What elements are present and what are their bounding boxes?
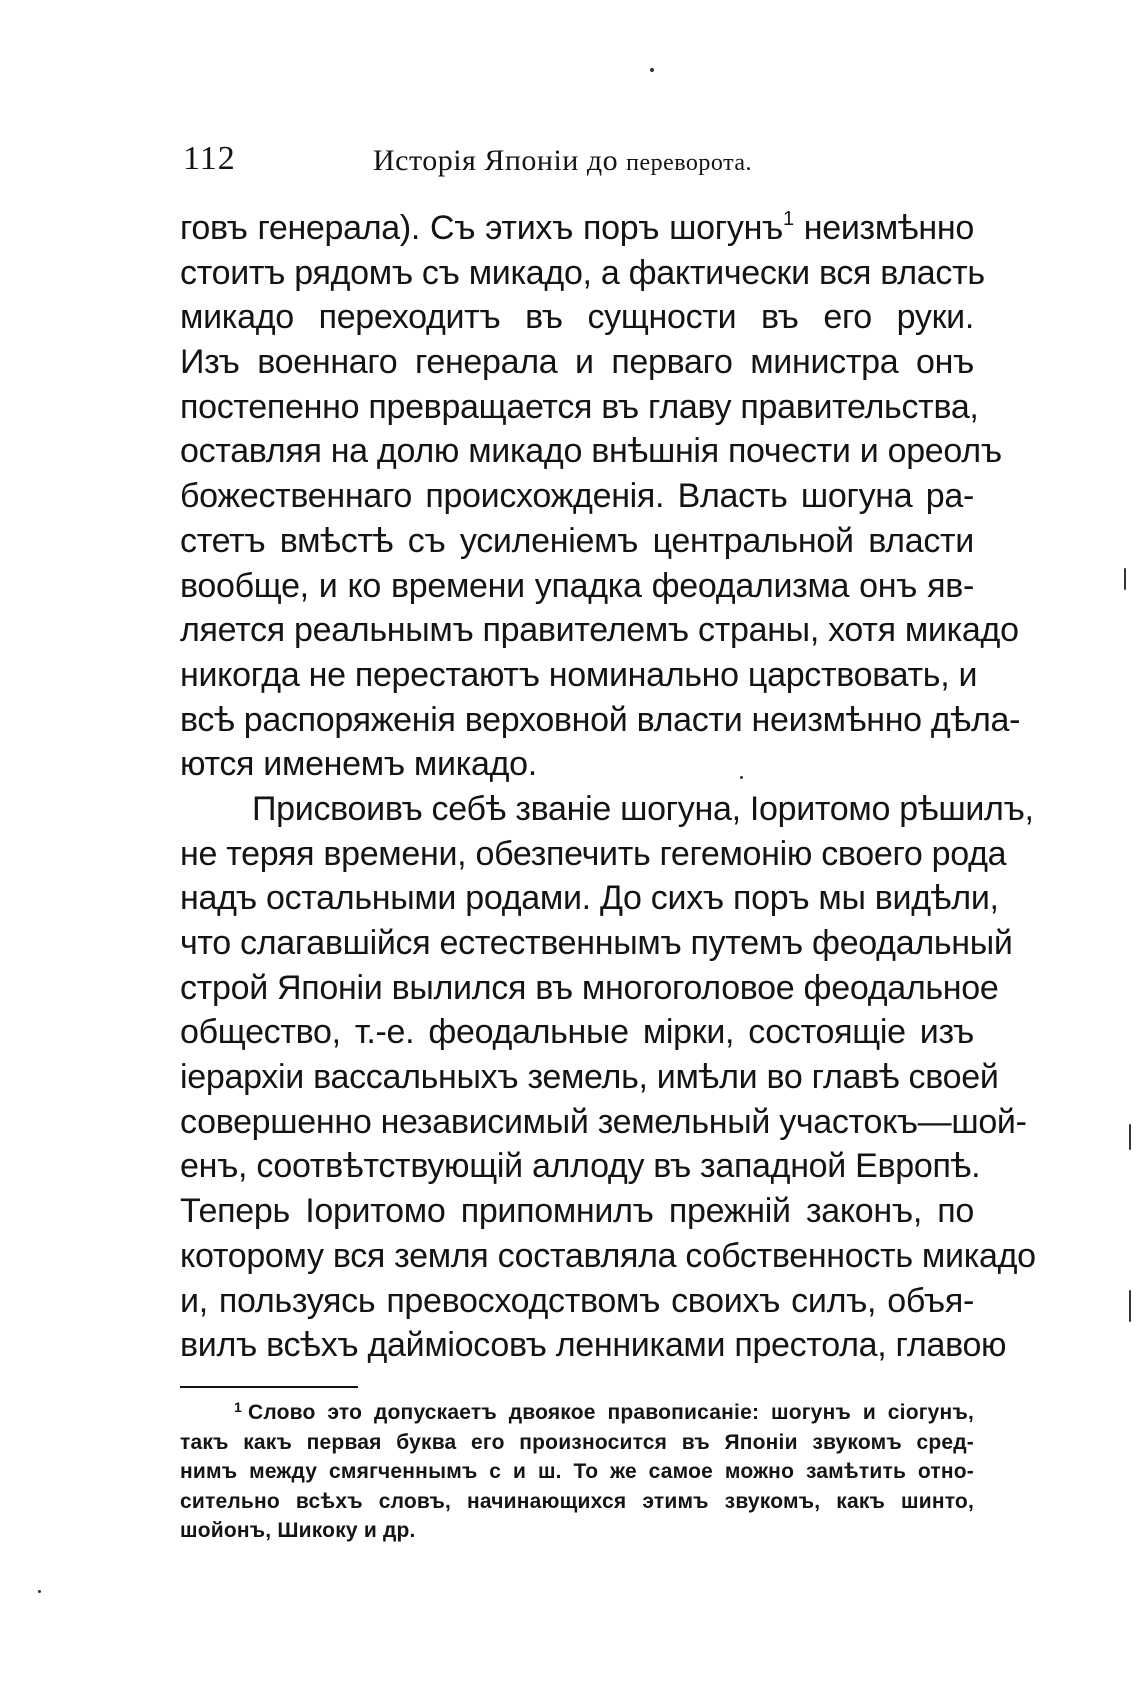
text-line: вообще, и ко времени упадка феодализма онъ яв- [180,566,974,605]
scan-speck [1129,1124,1131,1150]
footnote-reference[interactable]: 1 [783,208,794,230]
text-line: и, пользуясь превосходствомъ своихъ силъ, объя- [180,1281,974,1320]
text-line: никогда не перестаютъ номинально царствовать, и [180,655,978,694]
text-line: совершенно независимый земельный участокъ—шой- [180,1102,1027,1141]
text-line: вилъ всѣхъ даймiосовъ ленниками престола, главою [180,1326,1007,1365]
text-line: что слагавшійся естественнымъ путемъ феодальный [180,924,1013,962]
footnote-line: $^1$ Слово это допускаетъ двоякое правописаніе: шогунъ и сіогунъ, [234,1399,974,1424]
running-title-main: Исторія Японіи до [373,144,619,177]
footnote-separator [180,1386,358,1388]
text-line: не теряя времени, обезпечить гегемонію своего рода [180,834,1007,873]
text-line: всѣ распоряженія верховной власти неизмѣнно дѣла- [180,700,1021,739]
body-text [180,206,1036,1368]
footnote-marker: 1 [234,1399,242,1415]
page-number: 112 [183,140,236,177]
text-line: говъ генерала). Съ этихъ поръ шогунъ$^1$ неизмѣнно [180,208,974,247]
footnote-line: нимъ между смягченнымъ с и ш. То же самое можно замѣтить отно- [180,1460,974,1483]
text-line: стоитъ рядомъ съ микадо, а фактически вся власть [180,253,985,292]
footnote-line: сительно всѣхъ словъ, начинающихся этимъ звукомъ, какъ шинто, [180,1489,974,1513]
text-line: енъ, соотвѣтствующій аллоду въ западной Европѣ. [180,1147,981,1186]
running-title [373,144,752,178]
text-line: Теперь Іоритомо припомнилъ прежній законъ, по [180,1192,974,1231]
text-line: іерархіи вассальныхъ земель, имѣли во главѣ своей [180,1058,999,1097]
footnote-line: такъ какъ первая буква его произносится въ Японіи звукомъ сред- [180,1430,974,1454]
page-header [183,140,983,190]
text-line: надъ остальными родами. До сихъ поръ мы видѣли, [180,879,999,918]
text-line: общество, т.-е. феодальные мірки, состоящіе изъ [180,1013,974,1052]
scan-speck [740,776,743,779]
scan-speck [1129,1290,1131,1322]
text-line: божественнаго происхожденія. Власть шогуна ра- [180,477,974,516]
text-line: ляется реальнымъ правителемъ страны, хотя микадо [180,611,1019,650]
footnote [180,1398,974,1546]
text-line: которому вся земля составляла собственность микадо [180,1236,1036,1275]
scan-speck [38,1590,41,1593]
text-line: стетъ вмѣстѣ съ усиленіемъ центральной власти [180,521,974,560]
text-line: Изъ военнаго генерала и перваго министра онъ [180,343,974,382]
text-line-paragraph-start: Присвоивъ себѣ званіе шогуна, Іоритомо рѣшилъ, [252,789,1034,828]
text-line: строй Японіи вылился въ многоголовое феодальное [180,968,999,1007]
scan-speck [650,68,654,72]
scan-speck [1124,568,1126,590]
text-line: оставляя на долю микадо внѣшнія почести и ореолъ [180,432,1002,471]
text-line: ются именемъ микадо. [180,745,537,784]
text-line: постепенно превращается въ главу правительства, [180,387,979,426]
text-line: микадо переходитъ въ сущности въ его руки. [180,298,974,337]
running-title-tail: переворота. [626,150,753,176]
footnote-line: шойонъ, Шикоку и др. [180,1519,416,1542]
